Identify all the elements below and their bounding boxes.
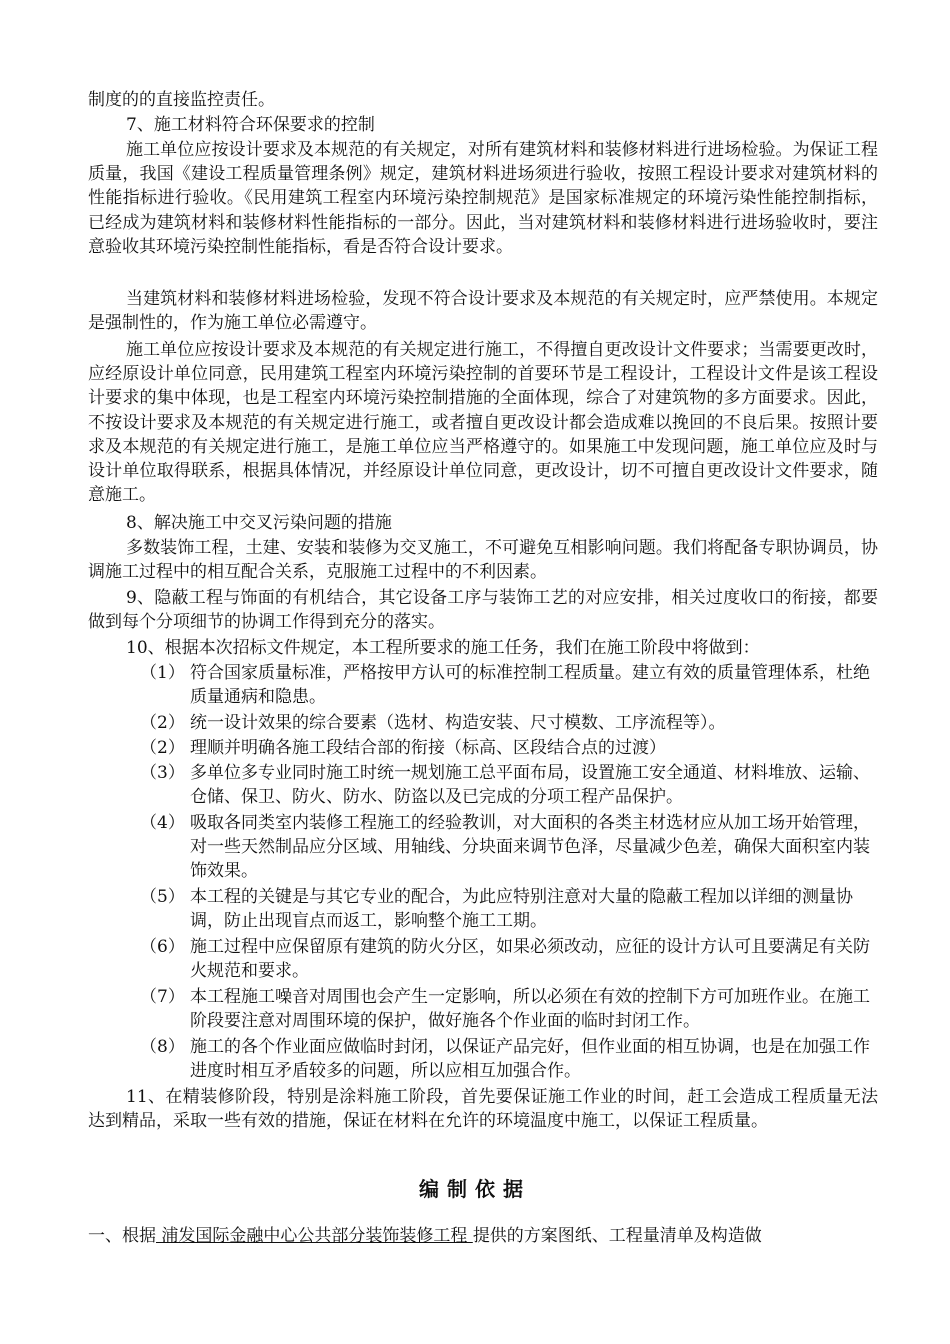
list-item-number: （7） (140, 987, 185, 1007)
list-item-text: 理顺并明确各施工段结合部的衔接（标高、区段结合点的过渡） (190, 738, 666, 758)
section-8-paragraph: 多数装饰工程，土建、安装和装修为交叉施工，不可避免互相影响问题。我们将配备专职协调员，协调施工过程中的相互配合关系，克服施工过程中的不利因素。 (88, 538, 878, 583)
list-item (140, 985, 878, 1033)
intro-paragraph: 制度的的直接监控责任。 (88, 90, 275, 110)
basis-project-name: 浦发国际金融中心公共部分装饰装修工程 (156, 1226, 473, 1246)
list-item-number: （2） (140, 713, 185, 733)
list-item (140, 811, 878, 884)
section-7-paragraph-2: 当建筑材料和装修材料进场检验，发现不符合设计要求及本规范的有关规定时，应严禁使用。本规定是强制性的，作为施工单位必需遵守。 (88, 289, 878, 334)
list-item (140, 1035, 878, 1083)
list-item (140, 761, 878, 809)
list-item-text: 符合国家质量标准，严格按甲方认可的标准控制工程质量。建立有效的质量管理体系，杜绝质量通病和隐患。 (190, 663, 870, 708)
list-item-text: 本工程施工噪音对周围也会产生一定影响，所以必须在有效的控制下方可加班作业。在施工阶段要注意对周围环境的保护，做好施各个作业面的临时封闭工作。 (190, 987, 870, 1032)
list-item-number: （6） (140, 937, 185, 957)
basis-paragraph (88, 1224, 878, 1248)
section-7-paragraph-3: 施工单位应按设计要求及本规范的有关规定进行施工，不得擅自更改设计文件要求；当需要更改时，应经原设计单位同意，民用建筑工程室内环境污染控制的首要环节是工程设计，工程设计文件是该工程设计要求的集中体现，也是工程室内环境污染控制措施的全面体现，综合了对建筑物的多方面要求。因此，不按设计要求及本规范的有关规定进行施工，或者擅自更改设计都会造成难以挽回的不良后果。按照计要求及本规范的有关规定进行施工，是施工单位应当严格遵守的。如果施工中发现问题，施工单位应及时与设计单位取得联系，根据具体情况，并经原设计单位同意，更改设计，切不可擅自更改设计文件要求，随意施工。 (88, 340, 878, 506)
list-item (140, 736, 878, 760)
list-item (140, 711, 878, 735)
section-11-paragraph: 11、在精装修阶段，特别是涂料施工阶段，首先要保证施工作业的时间，赶工会造成工程质量无法达到精品，采取一些有效的措施，保证在材料在允许的环境温度中施工，以保证工程质量。 (88, 1087, 878, 1132)
list-item-text: 多单位多专业同时施工时统一规划施工总平面布局，设置施工安全通道、材料堆放、运输、仓储、保卫、防火、防水、防盗以及已完成的分项工程产品保护。 (190, 763, 870, 808)
section-8-title: 8、解决施工中交叉污染问题的措施 (126, 513, 392, 533)
section-heading: 编制依据 (419, 1177, 531, 1201)
list-item-text: 施工的各个作业面应做临时封闭，以保证产品完好，但作业面的相互协调，也是在加强工作进度时相互矛盾较多的问题，所以应相互加强合作。 (190, 1037, 870, 1082)
list-item-text: 统一设计效果的综合要素（选材、构造安装、尺寸模数、工序流程等）。 (190, 713, 726, 733)
section-9-paragraph: 9、隐蔽工程与饰面的有机结合，其它设备工序与装饰工艺的对应安排，相关过度收口的衔接，都要做到每个分项细节的协调工作得到充分的落实。 (88, 588, 878, 633)
list-item-number: （2） (140, 738, 185, 758)
list-item (140, 935, 878, 983)
list-item (140, 885, 878, 933)
section-7-paragraph-1: 施工单位应按设计要求及本规范的有关规定，对所有建筑材料和装修材料进行进场检验。为保证工程质量，我国《建设工程质量管理条例》规定，建筑材料进场须进行验收，按照工程设计要求对建筑材料的性能指标进行验收。《民用建筑工程室内环境污染控制规范》是国家标准规定的环境污染性能控制指标，已经成为建筑材料和装修材料性能指标的一部分。因此，当对建筑材料和装修材料进行进场验收时，要注意验收其环境污染控制性能指标，看是否符合设计要求。 (88, 140, 878, 257)
section-7-title: 7、施工材料符合环保要求的控制 (126, 115, 375, 135)
list-item-text: 本工程的关键是与其它专业的配合，为此应特别注意对大量的隐蔽工程加以详细的测量协调，防止出现盲点而返工，影响整个施工工期。 (190, 887, 853, 932)
list-item-number: （3） (140, 763, 185, 783)
list-item-number: （4） (140, 813, 185, 833)
section-10-title: 10、根据本次招标文件规定，本工程所要求的施工任务，我们在施工阶段中将做到： (126, 638, 760, 658)
list-item (140, 661, 878, 709)
basis-suffix: 提供的方案图纸、工程量清单及构造做 (472, 1226, 762, 1246)
list-item-number: （1） (140, 663, 185, 683)
list-item-text: 吸取各同类室内装修工程施工的经验教训，对大面积的各类主材选材应从加工场开始管理，对一些天然制品应分区域、用轴线、分块面来调节色泽，尽量减少色差，确保大面积室内装饰效果。 (190, 813, 870, 882)
list-item-number: （5） (140, 887, 185, 907)
basis-prefix: 一、根据 (88, 1226, 156, 1246)
list-item-number: （8） (140, 1037, 185, 1057)
list-item-text: 施工过程中应保留原有建筑的防火分区，如果必须改动，应征的设计方认可且要满足有关防火规范和要求。 (190, 937, 870, 982)
